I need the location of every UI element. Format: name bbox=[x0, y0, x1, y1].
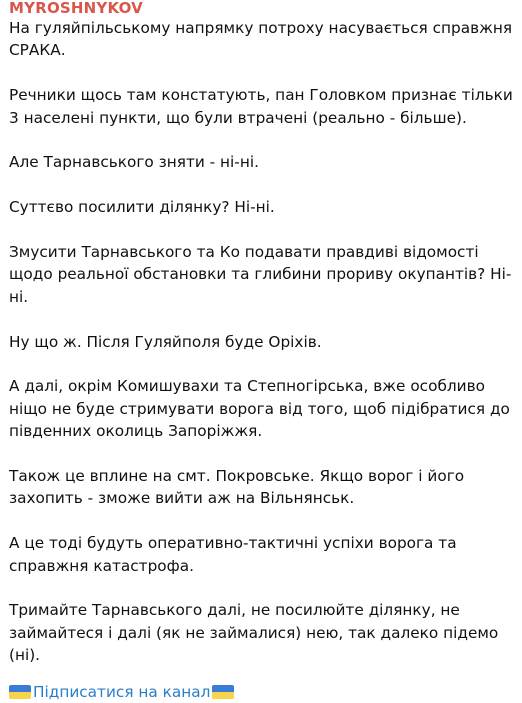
post-paragraph: Змусити Тарнавського та Ко подавати правдиві відомості щодо реальної обстановки та глибини прориву окупантів? Ні-ні. bbox=[9, 243, 512, 306]
post-body bbox=[9, 17, 516, 667]
subscribe-link[interactable] bbox=[9, 681, 516, 703]
post-paragraph: Але Тарнавського зняти - ні-ні. bbox=[9, 153, 259, 172]
post-author[interactable]: MYROSHNYKOV bbox=[9, 0, 143, 17]
ukraine-flag-icon bbox=[9, 685, 31, 699]
post-paragraph: Речники щось там констатують, пан Головком признає тільки 3 населені пункти, що були втрачені (реально - більше). bbox=[9, 86, 513, 127]
post-paragraph: Також це вплине на смт. Покровське. Якщо ворог і його захопить - зможе вийти аж на Вільнянськ. bbox=[9, 467, 465, 508]
post-paragraph: Ну що ж. Після Гуляйполя буде Оріхів. bbox=[9, 332, 322, 351]
subscribe-label[interactable]: Підписатися на канал bbox=[33, 682, 211, 701]
post-paragraph: На гуляйпільському напрямку потроху насувається справжня СРАКА. bbox=[9, 19, 513, 60]
post-paragraph: Тримайте Тарнавського далі, не посилюйте ділянку, не займайтеся і далі (як не займалися) нею, так далеко підемо (ні). bbox=[9, 601, 499, 665]
ukraine-flag-icon bbox=[212, 685, 234, 699]
post-paragraph: А далі, окрім Комишувахи та Степногірська, вже особливо ніщо не буде стримувати ворога від того, щоб підібратися до південних околиць Запоріжжя. bbox=[9, 377, 510, 441]
post-paragraph: А це тоді будуть оперативно-тактичні успіхи ворога та справжня катастрофа. bbox=[9, 534, 457, 575]
post-paragraph: Суттєво посилити ділянку? Ні-ні. bbox=[9, 198, 275, 217]
